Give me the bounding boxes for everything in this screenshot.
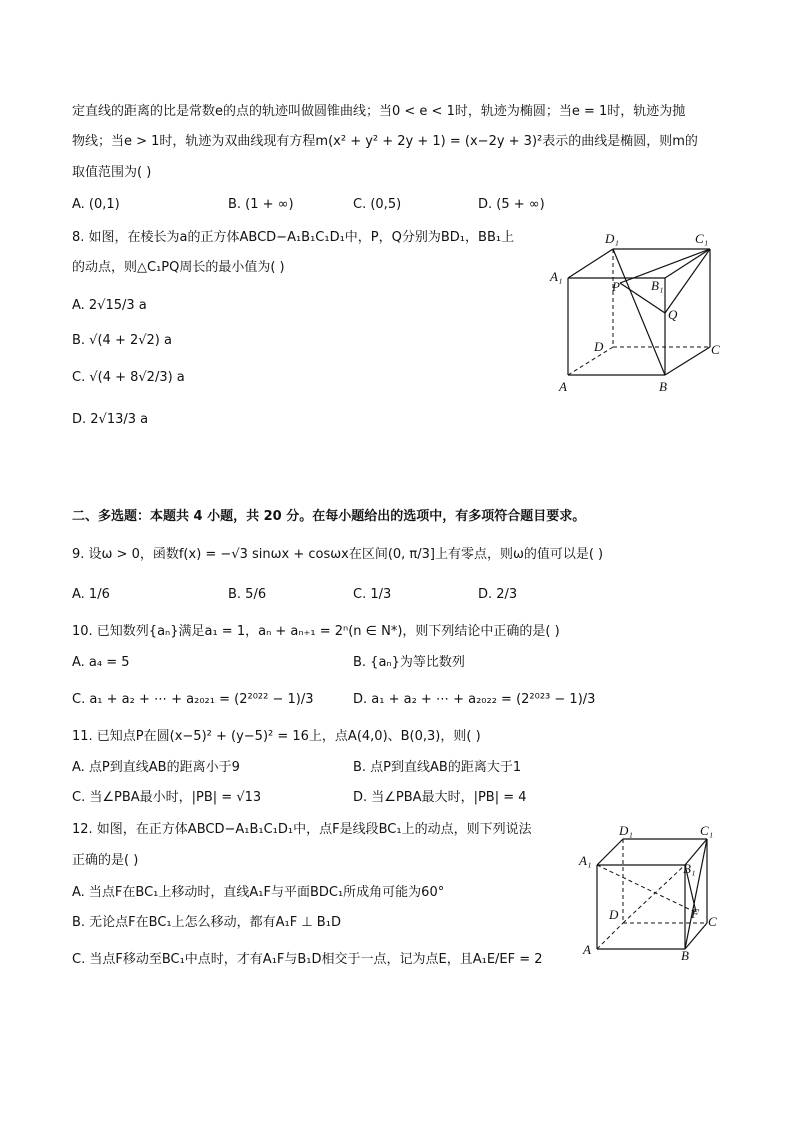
q12-label-c1: C₁ (700, 823, 714, 838)
q12-label-b: B (681, 948, 689, 963)
q11-stem: 11. 已知点P在圆(x−5)² + (y−5)² = 16上，点A(4,0)、B(0,3)，则( ) (72, 729, 481, 744)
q8-option-d: D. 2√13/3 a (72, 412, 149, 427)
q11-option-c: C. 当∠PBA最小时，|PB| = √13 (72, 790, 262, 805)
q12-label-b1: B₁ (683, 861, 696, 876)
q12-label-f: F (691, 906, 699, 921)
q8-cube-figure (545, 225, 735, 400)
q10-stem: 10. 已知数列{aₙ}满足a₁ = 1，aₙ + aₙ₊₁ = 2ⁿ(n ∈ N*)，则下列结论中正确的是( ) (72, 624, 560, 639)
q12-line2: 正确的是( ) (72, 853, 139, 868)
q8-option-a: A. 2√15/3 a (72, 298, 147, 313)
q11-option-d: D. 当∠PBA最大时，|PB| = 4 (353, 790, 527, 805)
q9-stem: 9. 设ω > 0，函数f(x) = −√3 sinωx + cosωx在区间(0, π/3]上有零点，则ω的值可以是( ) (72, 547, 604, 562)
q10-option-b: B. {aₙ}为等比数列 (353, 655, 465, 670)
q7-line1: 定直线的距离的比是常数e的点的轨迹叫做圆锥曲线；当0 < e < 1时，轨迹为椭圆；当e = 1时，轨迹为抛 (72, 104, 686, 119)
q9-option-d: D. 2/3 (478, 587, 518, 602)
q8-option-b: B. √(4 + 2√2) a (72, 333, 172, 348)
q8-label-q: Q (668, 307, 678, 322)
q11-option-a: A. 点P到直线AB的距离小于9 (72, 760, 240, 775)
q9-option-c: C. 1/3 (353, 587, 392, 602)
q7-option-c: C. (0,5) (353, 197, 402, 212)
q8-label-c1: C₁ (695, 231, 709, 246)
q8-label-b1: B₁ (651, 278, 664, 293)
q7-option-a: A. (0,1) (72, 197, 120, 212)
q12-cube-figure (575, 820, 735, 965)
q8-label-a1: A₁ (550, 269, 563, 284)
q8-label-d: D (594, 339, 604, 354)
q8-label-c: C (711, 342, 720, 357)
q10-option-a: A. a₄ = 5 (72, 655, 130, 670)
q8-label-a: A (559, 379, 567, 394)
q12-label-d1: D₁ (619, 823, 633, 838)
q12-label-c: C (708, 914, 717, 929)
section2-title: 二、多选题：本题共 4 小题，共 20 分。在每小题给出的选项中，有多项符合题目要求。 (72, 509, 586, 524)
q7-line2: 物线；当e > 1时，轨迹为双曲线现有方程m(x² + y² + 2y + 1) = (x−2y + 3)²表示的曲线是椭圆，则m的 (72, 134, 698, 149)
q7-option-d: D. (5 + ∞) (478, 197, 545, 212)
q8-line1: 8. 如图，在棱长为a的正方体ABCD−A₁B₁C₁D₁中，P，Q分别为BD₁，BB₁上 (72, 230, 515, 245)
q7-line3: 取值范围为( ) (72, 165, 152, 180)
q11-option-b: B. 点P到直线AB的距离大于1 (353, 760, 522, 775)
q10-option-c: C. a₁ + a₂ + ⋯ + a₂₀₂₁ = (2²⁰²² − 1)/3 (72, 692, 314, 707)
q10-option-d: D. a₁ + a₂ + ⋯ + a₂₀₂₂ = (2²⁰²³ − 1)/3 (353, 692, 596, 707)
q12-label-d: D (609, 907, 619, 922)
q12-label-a: A (583, 942, 591, 957)
q9-option-a: A. 1/6 (72, 587, 110, 602)
q8-line2: 的动点，则△C₁PQ周长的最小值为( ) (72, 260, 285, 275)
q12-label-a1: A₁ (579, 853, 592, 868)
q8-label-p: P (612, 279, 620, 294)
q8-label-d1: D₁ (605, 231, 619, 246)
q9-option-b: B. 5/6 (228, 587, 267, 602)
q8-label-b: B (659, 379, 667, 394)
q12-option-b: B. 无论点F在BC₁上怎么移动，都有A₁F ⊥ B₁D (72, 915, 341, 930)
q12-line1: 12. 如图，在正方体ABCD−A₁B₁C₁D₁中，点F是线段BC₁上的动点，则下列说法 (72, 822, 532, 837)
q8-option-c: C. √(4 + 8√2/3) a (72, 370, 185, 385)
q12-option-c: C. 当点F移动至BC₁中点时，才有A₁F与B₁D相交于一点，记为点E，且A₁E/EF = 2 (72, 952, 543, 967)
q12-option-a: A. 当点F在BC₁上移动时，直线A₁F与平面BDC₁所成角可能为60° (72, 885, 445, 900)
q7-option-b: B. (1 + ∞) (228, 197, 294, 212)
